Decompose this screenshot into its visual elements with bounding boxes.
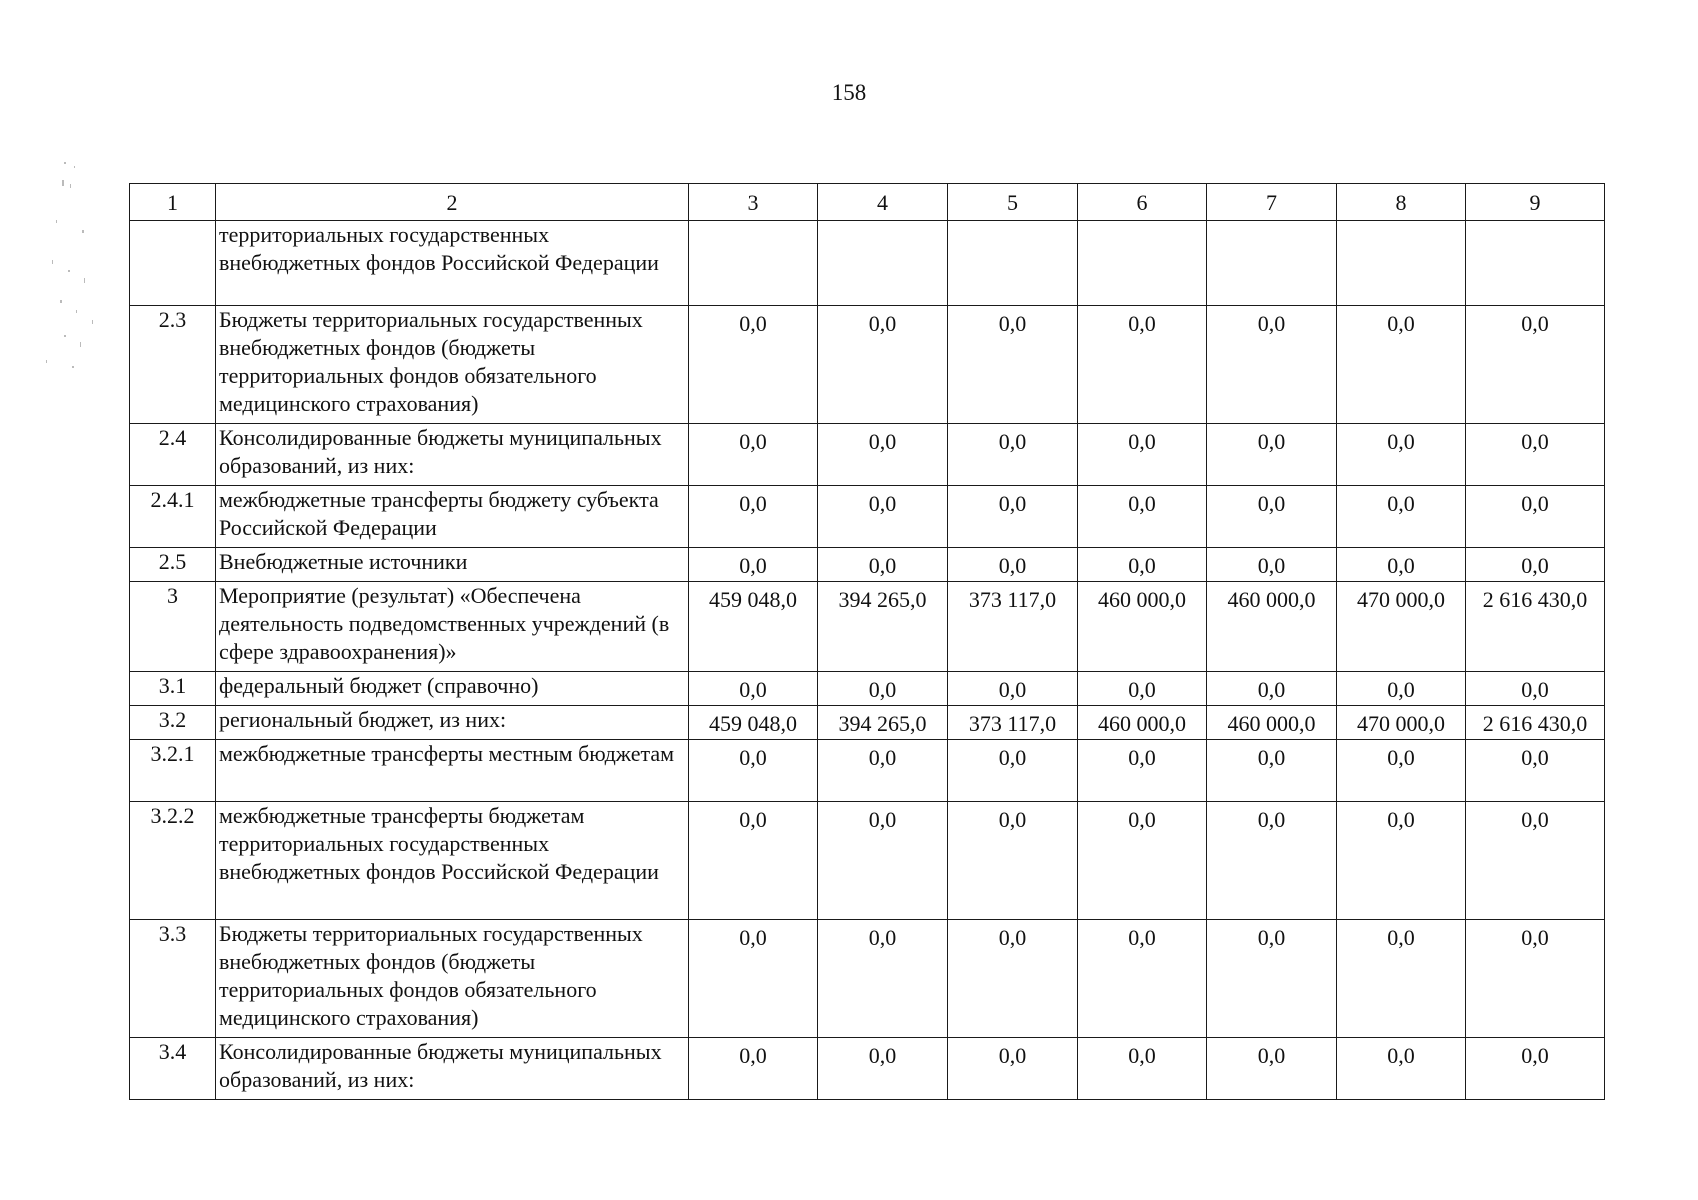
- value-cell-col5: 0,0: [948, 802, 1078, 920]
- value-cell-col9: 0,0: [1466, 672, 1605, 706]
- column-header-2: 2: [216, 184, 689, 221]
- value-cell-col4: 394 265,0: [818, 706, 948, 740]
- table-row: [130, 486, 1605, 548]
- value-cell-col4: 0,0: [818, 486, 948, 548]
- value-cell-col4: 394 265,0: [818, 582, 948, 672]
- value-cell-col4: 0,0: [818, 740, 948, 802]
- row-number: 3.2.2: [130, 802, 216, 920]
- column-header-3: 3: [689, 184, 818, 221]
- column-header-4: 4: [818, 184, 948, 221]
- value-cell-col8: 470 000,0: [1337, 582, 1466, 672]
- value-cell-col5: 0,0: [948, 424, 1078, 486]
- value-cell-col7: 0,0: [1207, 486, 1337, 548]
- table-row: [130, 221, 1605, 306]
- column-header-5: 5: [948, 184, 1078, 221]
- value-cell-col9: 0,0: [1466, 486, 1605, 548]
- value-cell-col7: 0,0: [1207, 548, 1337, 582]
- column-header-9: 9: [1466, 184, 1605, 221]
- table-row: [130, 740, 1605, 802]
- value-cell-col4: 0,0: [818, 424, 948, 486]
- value-cell-col4: 0,0: [818, 306, 948, 424]
- column-header-6: 6: [1078, 184, 1207, 221]
- value-cell-col6: 0,0: [1078, 1038, 1207, 1100]
- value-cell-col9: 0,0: [1466, 1038, 1605, 1100]
- row-number: 3.2: [130, 706, 216, 740]
- value-cell-col9: 0,0: [1466, 306, 1605, 424]
- column-header-1: 1: [130, 184, 216, 221]
- value-cell-col8: [1337, 221, 1466, 306]
- row-number: 3.2.1: [130, 740, 216, 802]
- row-number: 3.3: [130, 920, 216, 1038]
- value-cell-col8: 470 000,0: [1337, 706, 1466, 740]
- row-name: Консолидированные бюджеты муниципальных образований, из них:: [216, 424, 689, 486]
- value-cell-col3: 0,0: [689, 1038, 818, 1100]
- table-row: [130, 306, 1605, 424]
- value-cell-col8: 0,0: [1337, 424, 1466, 486]
- row-name: Мероприятие (результат) «Обеспечена деятельность подведомственных учреждений (в сфере здравоохранения)»: [216, 582, 689, 672]
- value-cell-col7: 0,0: [1207, 672, 1337, 706]
- value-cell-col8: 0,0: [1337, 1038, 1466, 1100]
- value-cell-col6: 0,0: [1078, 486, 1207, 548]
- row-name: Бюджеты территориальных государственных внебюджетных фондов (бюджеты территориальных фондов обязательного медицинского страхования): [216, 306, 689, 424]
- value-cell-col5: 0,0: [948, 1038, 1078, 1100]
- column-header-7: 7: [1207, 184, 1337, 221]
- table-row: [130, 706, 1605, 740]
- value-cell-col3: 0,0: [689, 548, 818, 582]
- value-cell-col8: 0,0: [1337, 486, 1466, 548]
- value-cell-col5: 373 117,0: [948, 706, 1078, 740]
- row-name: Консолидированные бюджеты муниципальных образований, из них:: [216, 1038, 689, 1100]
- value-cell-col7: 0,0: [1207, 424, 1337, 486]
- row-number: 2.4: [130, 424, 216, 486]
- row-number: 3.1: [130, 672, 216, 706]
- table-row: [130, 672, 1605, 706]
- value-cell-col7: 460 000,0: [1207, 582, 1337, 672]
- value-cell-col9: 0,0: [1466, 740, 1605, 802]
- row-name: территориальных государственных внебюджетных фондов Российской Федерации: [216, 221, 689, 306]
- value-cell-col3: 459 048,0: [689, 582, 818, 672]
- row-name: межбюджетные трансферты местным бюджетам: [216, 740, 689, 802]
- value-cell-col6: 0,0: [1078, 920, 1207, 1038]
- value-cell-col8: 0,0: [1337, 740, 1466, 802]
- value-cell-col6: 0,0: [1078, 672, 1207, 706]
- value-cell-col8: 0,0: [1337, 920, 1466, 1038]
- value-cell-col9: 0,0: [1466, 548, 1605, 582]
- row-name: Внебюджетные источники: [216, 548, 689, 582]
- value-cell-col9: [1466, 221, 1605, 306]
- value-cell-col8: 0,0: [1337, 306, 1466, 424]
- page-number: 158: [831, 80, 867, 105]
- table-row: [130, 802, 1605, 920]
- table-row: [130, 582, 1605, 672]
- value-cell-col7: 0,0: [1207, 802, 1337, 920]
- value-cell-col9: 2 616 430,0: [1466, 706, 1605, 740]
- value-cell-col9: 2 616 430,0: [1466, 582, 1605, 672]
- value-cell-col5: 0,0: [948, 672, 1078, 706]
- value-cell-col8: 0,0: [1337, 548, 1466, 582]
- value-cell-col3: [689, 221, 818, 306]
- value-cell-col6: 0,0: [1078, 424, 1207, 486]
- row-name: федеральный бюджет (справочно): [216, 672, 689, 706]
- value-cell-col5: [948, 221, 1078, 306]
- value-cell-col3: 0,0: [689, 424, 818, 486]
- value-cell-col6: 0,0: [1078, 548, 1207, 582]
- value-cell-col3: 0,0: [689, 802, 818, 920]
- value-cell-col5: 0,0: [948, 486, 1078, 548]
- value-cell-col4: [818, 221, 948, 306]
- value-cell-col4: 0,0: [818, 548, 948, 582]
- value-cell-col4: 0,0: [818, 802, 948, 920]
- value-cell-col6: 0,0: [1078, 802, 1207, 920]
- value-cell-col5: 0,0: [948, 740, 1078, 802]
- row-number: 3: [130, 582, 216, 672]
- value-cell-col6: [1078, 221, 1207, 306]
- value-cell-col3: 0,0: [689, 740, 818, 802]
- value-cell-col9: 0,0: [1466, 802, 1605, 920]
- value-cell-col3: 459 048,0: [689, 706, 818, 740]
- table-row: [130, 1038, 1605, 1100]
- table-row: [130, 424, 1605, 486]
- value-cell-col7: [1207, 221, 1337, 306]
- column-header-8: 8: [1337, 184, 1466, 221]
- row-name: межбюджетные трансферты бюджетам территориальных государственных внебюджетных фондов Российской Федерации: [216, 802, 689, 920]
- value-cell-col3: 0,0: [689, 306, 818, 424]
- value-cell-col4: 0,0: [818, 1038, 948, 1100]
- scan-artifact: [34, 160, 114, 380]
- table-row: [130, 920, 1605, 1038]
- column-number-row: [130, 184, 1605, 221]
- row-number: [130, 221, 216, 306]
- row-number: 2.3: [130, 306, 216, 424]
- value-cell-col7: 0,0: [1207, 1038, 1337, 1100]
- value-cell-col6: 460 000,0: [1078, 706, 1207, 740]
- value-cell-col7: 0,0: [1207, 740, 1337, 802]
- table-row: [130, 548, 1605, 582]
- row-number: 3.4: [130, 1038, 216, 1100]
- value-cell-col9: 0,0: [1466, 920, 1605, 1038]
- value-cell-col7: 0,0: [1207, 920, 1337, 1038]
- row-name: межбюджетные трансферты бюджету субъекта Российской Федерации: [216, 486, 689, 548]
- value-cell-col8: 0,0: [1337, 802, 1466, 920]
- row-name: региональный бюджет, из них:: [216, 706, 689, 740]
- value-cell-col4: 0,0: [818, 672, 948, 706]
- table-body: [130, 221, 1605, 1100]
- row-number: 2.4.1: [130, 486, 216, 548]
- value-cell-col4: 0,0: [818, 920, 948, 1038]
- value-cell-col3: 0,0: [689, 672, 818, 706]
- value-cell-col3: 0,0: [689, 486, 818, 548]
- value-cell-col5: 0,0: [948, 548, 1078, 582]
- value-cell-col8: 0,0: [1337, 672, 1466, 706]
- value-cell-col9: 0,0: [1466, 424, 1605, 486]
- value-cell-col6: 460 000,0: [1078, 582, 1207, 672]
- row-number: 2.5: [130, 548, 216, 582]
- value-cell-col6: 0,0: [1078, 306, 1207, 424]
- value-cell-col7: 0,0: [1207, 306, 1337, 424]
- value-cell-col6: 0,0: [1078, 740, 1207, 802]
- value-cell-col5: 0,0: [948, 306, 1078, 424]
- value-cell-col7: 460 000,0: [1207, 706, 1337, 740]
- value-cell-col5: 0,0: [948, 920, 1078, 1038]
- value-cell-col3: 0,0: [689, 920, 818, 1038]
- value-cell-col5: 373 117,0: [948, 582, 1078, 672]
- budget-table: [129, 183, 1605, 1100]
- row-name: Бюджеты территориальных государственных внебюджетных фондов (бюджеты территориальных фондов обязательного медицинского страхования): [216, 920, 689, 1038]
